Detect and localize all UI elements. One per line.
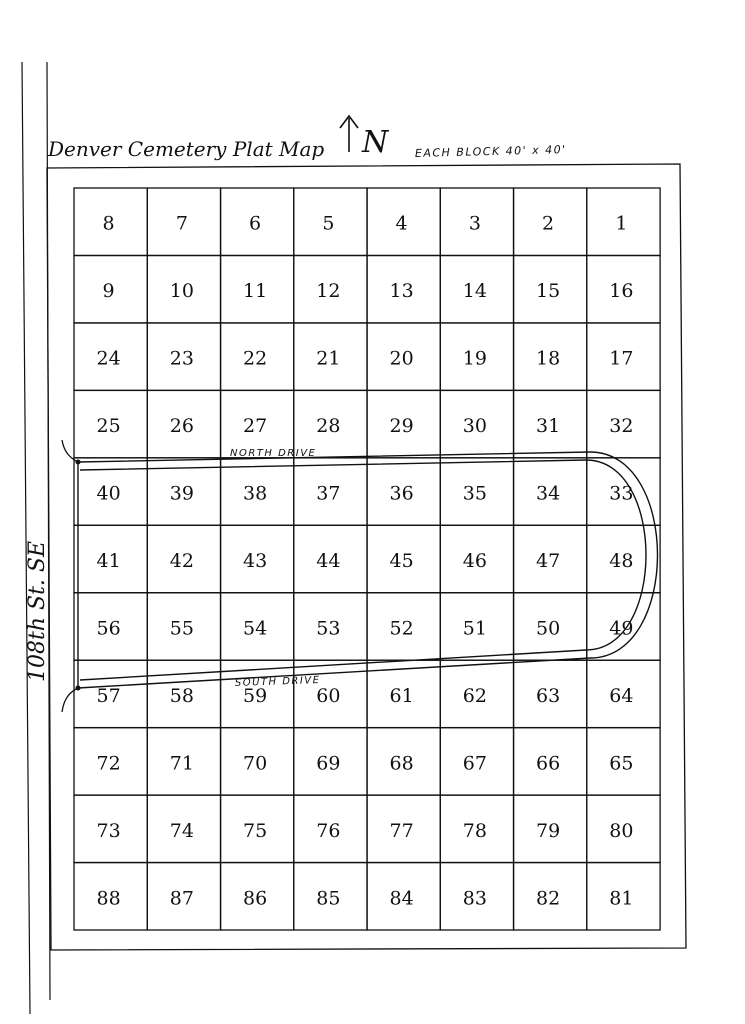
block-number: 65: [609, 752, 634, 775]
block-number: 7: [175, 212, 188, 235]
block-number: 33: [609, 482, 634, 505]
block-number: 58: [169, 684, 194, 707]
block-number: 78: [462, 819, 487, 842]
block-number: 20: [389, 347, 414, 370]
block-number: 46: [462, 550, 487, 572]
block-number: 45: [389, 550, 414, 572]
block-number: 17: [609, 347, 634, 370]
block-number: 37: [316, 482, 341, 505]
block-number: 14: [462, 280, 487, 303]
block-size-note: EACH BLOCK 40' x 40': [414, 143, 567, 160]
block-number: 63: [536, 684, 561, 707]
block-number: 42: [169, 550, 194, 572]
block-number: 66: [536, 752, 561, 775]
block-number: 12: [316, 280, 341, 303]
block-number: 87: [169, 887, 194, 910]
block-number: 64: [609, 684, 634, 707]
block-number: 32: [609, 415, 634, 438]
block-number: 43: [243, 550, 268, 572]
block-grid: [74, 188, 660, 930]
block-number: 8: [102, 212, 115, 235]
block-number: 67: [462, 752, 487, 775]
block-number: 53: [316, 617, 341, 640]
block-number: 44: [316, 550, 341, 572]
block-number: 48: [609, 550, 634, 572]
block-number: 27: [243, 415, 268, 438]
block-number: 76: [316, 819, 341, 842]
block-number: 3: [468, 212, 481, 235]
block-number: 54: [243, 617, 268, 640]
block-number: 29: [389, 415, 414, 438]
block-number: 59: [243, 684, 268, 707]
block-number: 40: [96, 482, 121, 505]
block-number: 73: [96, 819, 121, 842]
block-number: 75: [243, 819, 268, 842]
north-label: N: [362, 125, 389, 160]
block-number: 72: [96, 752, 121, 775]
block-number: 18: [536, 347, 561, 370]
block-number: 79: [536, 819, 561, 842]
south-drive-label: SOUTH DRIVE: [234, 675, 321, 689]
block-number: 68: [389, 752, 414, 775]
block-number: 21: [316, 347, 341, 370]
north-arrow-icon: [340, 116, 358, 152]
block-number: 5: [322, 212, 335, 235]
block-number: 30: [462, 415, 487, 438]
block-number: 19: [462, 347, 487, 370]
block-number: 60: [316, 684, 341, 707]
block-number: 34: [536, 482, 561, 505]
block-number: 11: [243, 280, 268, 303]
block-number: 4: [395, 212, 408, 235]
block-number: 80: [609, 819, 634, 842]
block-number: 41: [96, 550, 121, 572]
block-number: 23: [169, 347, 194, 370]
block-number: 2: [542, 212, 555, 235]
block-number: 13: [389, 280, 414, 303]
block-number: 81: [609, 887, 634, 910]
block-number: 28: [316, 415, 341, 438]
block-number: 38: [243, 482, 268, 505]
block-number: 83: [462, 887, 487, 910]
block-number: 82: [536, 887, 561, 910]
block-number: 24: [96, 347, 121, 370]
block-number: 39: [169, 482, 194, 505]
block-number: 77: [389, 819, 414, 842]
block-number: 56: [96, 617, 121, 640]
block-number: 85: [316, 887, 341, 910]
north-drive-label: NORTH DRIVE: [230, 448, 317, 459]
block-number: 22: [243, 347, 268, 370]
block-number: 55: [169, 617, 194, 640]
block-number: 26: [169, 415, 194, 438]
block-number: 57: [96, 684, 121, 707]
block-number: 15: [536, 280, 561, 303]
block-number: 6: [249, 212, 262, 235]
block-number: 74: [169, 819, 194, 842]
block-number: 52: [389, 617, 414, 640]
block-number: 88: [96, 887, 121, 910]
block-number: 1: [615, 212, 628, 235]
block-number: 69: [316, 752, 341, 775]
block-number: 61: [389, 684, 414, 707]
block-number: 9: [102, 280, 115, 303]
street-edge-left: [22, 62, 30, 1014]
block-number: 35: [462, 482, 487, 505]
map-title: Denver Cemetery Plat Map: [48, 137, 325, 161]
block-number: 10: [169, 280, 194, 303]
block-number: 16: [609, 280, 634, 303]
block-number: 71: [169, 752, 194, 775]
street-label: 108th St. SE: [25, 540, 50, 682]
block-number: 36: [389, 482, 414, 505]
block-number: 49: [609, 617, 634, 640]
block-number: 50: [536, 617, 561, 640]
block-number: 84: [389, 887, 414, 910]
block-number: 62: [462, 684, 487, 707]
block-number: 86: [243, 887, 268, 910]
block-number: 25: [96, 415, 121, 438]
block-number: 47: [536, 550, 561, 572]
loop-drive: [62, 440, 658, 712]
block-number: 31: [536, 415, 561, 438]
block-number: 70: [243, 752, 268, 775]
block-number: 51: [462, 617, 487, 640]
